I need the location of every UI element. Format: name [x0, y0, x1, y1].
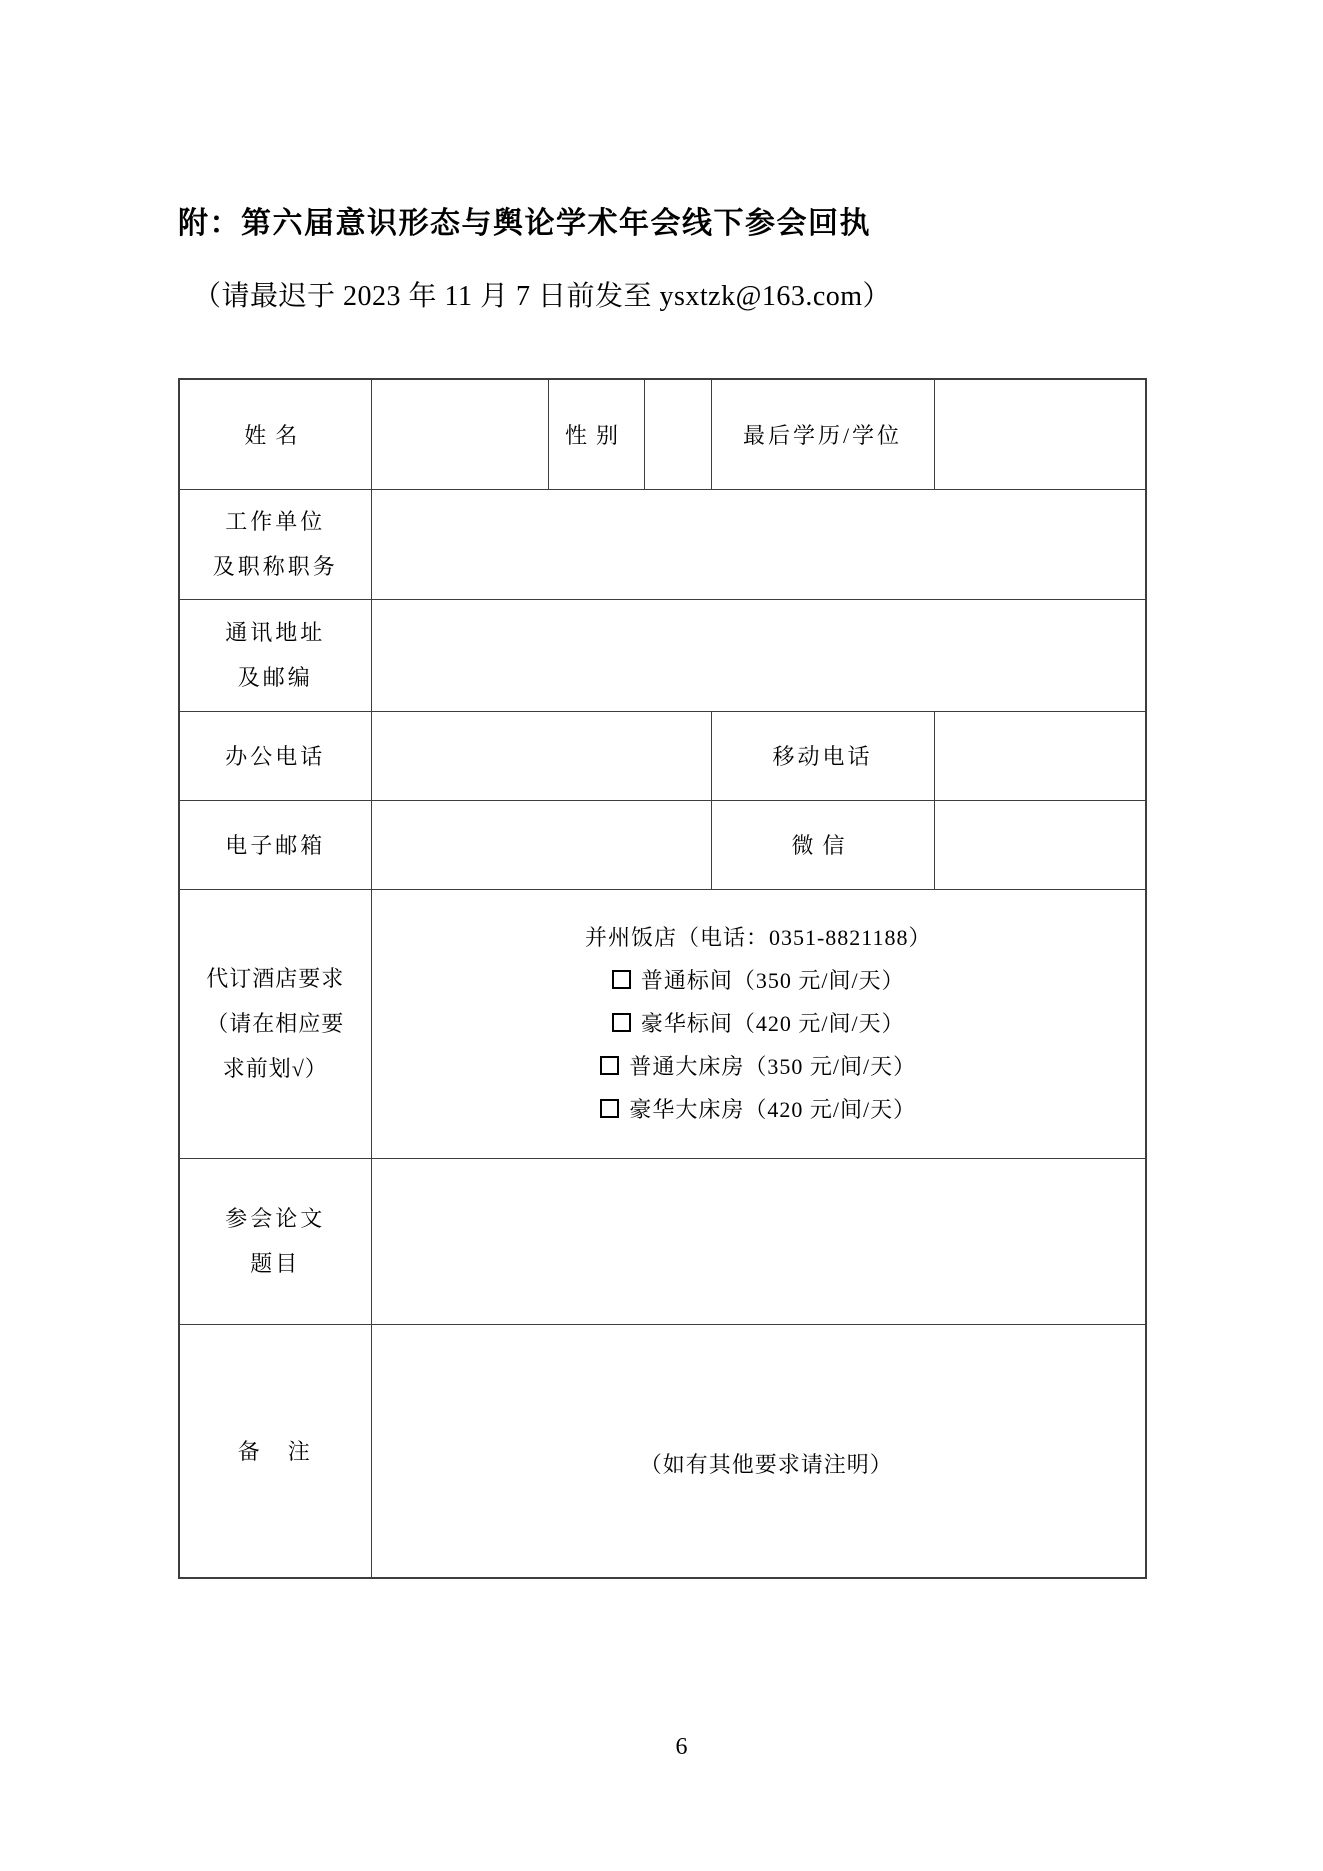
page-number: 6 — [675, 1734, 688, 1760]
email-label: 电子邮箱 — [179, 800, 371, 889]
work-unit-label-line1: 工作单位 — [225, 509, 326, 534]
hotel-option-label: 普通标间（350 元/间/天） — [640, 968, 905, 993]
wechat-label-text: 微信 — [791, 833, 854, 858]
table-row — [179, 1324, 1146, 1578]
gender-label-text: 性别 — [564, 422, 627, 448]
email-field[interactable] — [371, 800, 711, 889]
address-label-line1: 通讯地址 — [225, 620, 326, 645]
checkbox-icon[interactable] — [600, 1056, 619, 1075]
hotel-option-deluxe-king — [372, 1088, 1146, 1131]
gender-label — [548, 379, 644, 489]
table-row — [179, 889, 1146, 1158]
hotel-request-label-line1: 代订酒店要求 — [206, 966, 345, 991]
checkbox-icon[interactable] — [600, 1099, 619, 1118]
gender-field[interactable] — [644, 379, 711, 489]
degree-label: 最后学历/学位 — [711, 379, 934, 489]
work-unit-label — [179, 489, 371, 599]
paper-title-label-line2: 题目 — [250, 1251, 301, 1276]
name-label — [179, 379, 371, 489]
paper-title-label — [179, 1158, 371, 1324]
address-label — [179, 599, 371, 711]
paper-title-label-line1: 参会论文 — [225, 1206, 326, 1231]
hotel-option-label: 豪华大床房（420 元/间/天） — [629, 1097, 917, 1122]
registration-form-table — [178, 378, 1147, 1579]
hotel-option-label: 豪华标间（420 元/间/天） — [640, 1011, 905, 1036]
address-field[interactable] — [371, 599, 1146, 711]
hotel-request-label-line2: （请在相应要 — [206, 1011, 345, 1036]
table-row — [179, 489, 1146, 599]
table-row — [179, 379, 1146, 489]
work-unit-field[interactable] — [371, 489, 1146, 599]
hotel-option-standard-twin — [372, 959, 1146, 1002]
mobile-phone-field[interactable] — [934, 711, 1146, 800]
paper-title-field[interactable] — [371, 1158, 1146, 1324]
work-unit-label-line2: 及职称职务 — [212, 554, 338, 579]
hotel-option-standard-king — [372, 1045, 1146, 1088]
hotel-request-label-line3: 求前划√） — [222, 1056, 328, 1081]
hotel-info: 并州饭店（电话：0351-8821188） — [584, 925, 932, 950]
checkbox-icon[interactable] — [612, 1013, 631, 1032]
hotel-request-label — [179, 889, 371, 1158]
office-phone-field[interactable] — [371, 711, 711, 800]
hotel-option-deluxe-twin — [372, 1002, 1146, 1045]
checkbox-icon[interactable] — [612, 970, 631, 989]
table-row — [179, 599, 1146, 711]
remark-field[interactable] — [371, 1324, 1146, 1578]
degree-field[interactable] — [934, 379, 1146, 489]
mobile-phone-label: 移动电话 — [711, 711, 934, 800]
table-row — [179, 711, 1146, 800]
name-label-text: 姓名 — [244, 422, 307, 448]
remark-label: 备 注 — [179, 1324, 371, 1578]
remark-note: （如有其他要求请注明） — [639, 1452, 893, 1478]
page-subtitle: （请最迟于 2023 年 11 月 7 日前发至 ysxtzk@163.com） — [193, 281, 892, 312]
hotel-option-label: 普通大床房（350 元/间/天） — [629, 1054, 917, 1079]
address-label-line2: 及邮编 — [237, 665, 313, 690]
table-row — [179, 1158, 1146, 1324]
wechat-label — [711, 800, 934, 889]
page-title: 附：第六届意识形态与舆论学术年会线下参会回执 — [178, 206, 871, 241]
wechat-field[interactable] — [934, 800, 1146, 889]
hotel-options-cell — [371, 889, 1146, 1158]
table-row — [179, 800, 1146, 889]
name-field[interactable] — [371, 379, 548, 489]
office-phone-label: 办公电话 — [179, 711, 371, 800]
